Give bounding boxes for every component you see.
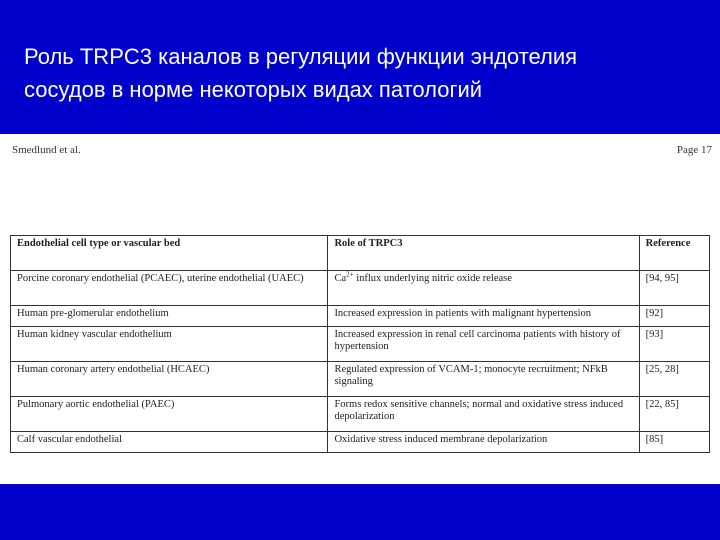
cell-role	[328, 271, 639, 306]
cell-reference: [92]	[639, 306, 709, 327]
column-header-role: Role of TRPC3	[328, 236, 639, 271]
table-row	[11, 271, 710, 306]
role-prefix: Ca	[334, 273, 347, 284]
trpc3-roles-table	[10, 235, 710, 453]
cell-type: Porcine coronary endothelial (PCAEC), uterine endothelial (UAEC)	[11, 271, 328, 306]
table-header-row	[11, 236, 710, 271]
slide-title-line-2: сосудов в норме некоторых видах патологий	[24, 77, 483, 102]
role-text: influx underlying nitric oxide release	[353, 273, 512, 284]
document-page	[0, 134, 720, 484]
cell-role: Regulated expression of VCAM-1; monocyte recruitment; NFkB signaling	[328, 362, 639, 397]
cell-role: Increased expression in renal cell carcinoma patients with history of hypertension	[328, 327, 639, 362]
column-header-reference: Reference	[639, 236, 709, 271]
cell-type: Calf vascular endothelial	[11, 432, 328, 453]
slide-title	[24, 40, 704, 106]
header-authors: Smedlund et al.	[12, 144, 81, 156]
cell-role: Increased expression in patients with malignant hypertension	[328, 306, 639, 327]
table-row	[11, 397, 710, 432]
cell-reference: [25, 28]	[639, 362, 709, 397]
cell-type: Human kidney vascular endothelium	[11, 327, 328, 362]
slide-title-line-1: Роль TRPC3 каналов в регуляции функции эндотелия	[24, 44, 578, 69]
cell-reference: [85]	[639, 432, 709, 453]
table-row	[11, 327, 710, 362]
cell-reference: [22, 85]	[639, 397, 709, 432]
table-row	[11, 306, 710, 327]
cell-type: Human pre-glomerular endothelium	[11, 306, 328, 327]
cell-reference: [94, 95]	[639, 271, 709, 306]
cell-reference: [93]	[639, 327, 709, 362]
cell-role: Oxidative stress induced membrane depolarization	[328, 432, 639, 453]
role-superscript: 2+	[346, 270, 354, 279]
column-header-cell-type: Endothelial cell type or vascular bed	[11, 236, 328, 271]
header-page-number: Page 17	[676, 144, 712, 156]
cell-type: Human coronary artery endothelial (HCAEC)	[11, 362, 328, 397]
table-row	[11, 432, 710, 453]
table-row	[11, 362, 710, 397]
cell-role: Forms redox sensitive channels; normal and oxidative stress induced depolarization	[328, 397, 639, 432]
cell-type: Pulmonary aortic endothelial (PAEC)	[11, 397, 328, 432]
